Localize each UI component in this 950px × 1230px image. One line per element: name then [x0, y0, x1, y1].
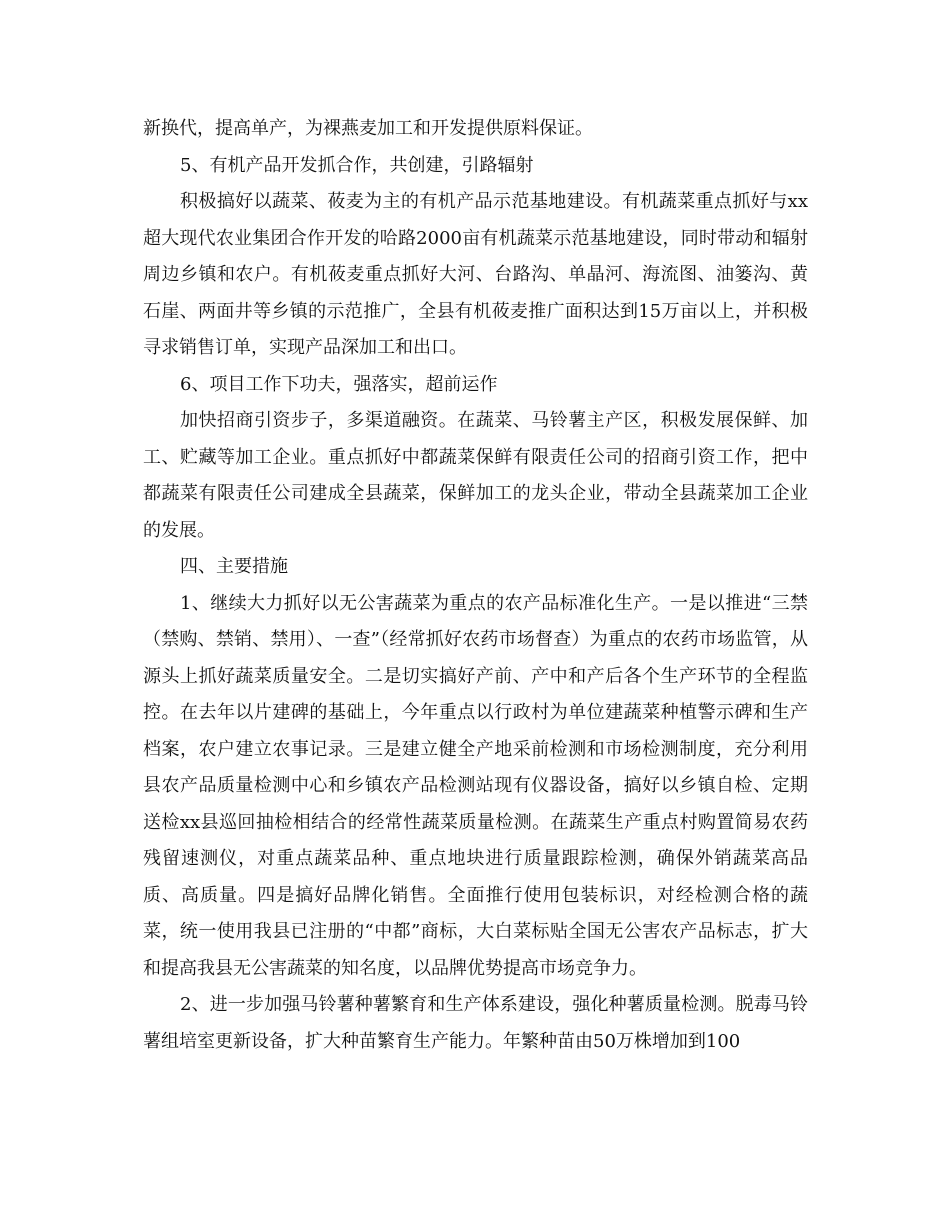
paragraph-investment: 加快招商引资步子，多渠道融资。在蔬菜、马铃薯主产区，积极发展保鲜、加工、贮藏等加工企业。重点抓好中都蔬菜保鲜有限责任公司的招商引资工作，把中都蔬菜有限责任公司建成全县蔬菜，保鲜加工的龙头企业，带动全县蔬菜加工企业的发展。	[143, 410, 808, 541]
paragraph-measure-1: 1、继续大力抓好以无公害蔬菜为重点的农产品标准化生产。一是以推进“三禁（禁购、禁销、禁用）、一查”（经常抓好农药市场督查）为重点的农药市场监管，从源头上抓好蔬菜质量安全。二是切实搞好产前、产中和产后各个生产环节的全程监控。在去年以片建碑的基础上，今年重点以行政村为单位建蔬菜种植警示碑和生产档案，农户建立农事记录。三是建立健全产地采前检测和市场检测制度，充分利用县农产品质量检测中心和乡镇农产品检测站现有仪器设备，搞好以乡镇自检、定期送检xx县巡回抽检相结合的经常性蔬菜质量检测。在蔬菜生产重点村购置简易农药残留速测仪，对重点蔬菜品种、重点地块进行质量跟踪检测，确保外销蔬菜高品质、高质量。四是搞好品牌化销售。全面推行使用包装标识，对经检测合格的蔬菜，统一使用我县已注册的“中都”商标，大白菜标贴全国无公害农产品标志，扩大和提高我县无公害蔬菜的知名度，以品牌优势提高市场竞争力。	[143, 592, 808, 979]
paragraph-measure-2: 2、进一步加强马铃薯种薯繁育和生产体系建设，强化种薯质量检测。脱毒马铃薯组培室更新设备，扩大种苗繁育生产能力。年繁种苗由50万株增加到100	[143, 994, 808, 1052]
section-heading-5: 5、有机产品开发抓合作，共创建，引路辐射	[180, 154, 534, 176]
document-body	[143, 111, 808, 1060]
paragraph-organic-products: 积极搞好以蔬菜、莜麦为主的有机产品示范基地建设。有机蔬菜重点抓好与xx超大现代农业集团合作开发的哈路2000亩有机蔬菜示范基地建设，同时带动和辐射周边乡镇和农户。有机莜麦重点抓好大河、台路沟、单晶河、海流图、油篓沟、黄石崖、两面井等乡镇的示范推广，全县有机莜麦推广面积达到15万亩以上，并积极寻求销售订单，实现产品深加工和出口。	[143, 191, 808, 358]
paragraph-continuation: 新换代，提高单产，为裸燕麦加工和开发提供原料保证。	[143, 118, 593, 139]
section-heading-6: 6、项目工作下功夫，强落实，超前运作	[180, 373, 498, 395]
section-heading-measures: 四、主要措施	[180, 556, 288, 577]
